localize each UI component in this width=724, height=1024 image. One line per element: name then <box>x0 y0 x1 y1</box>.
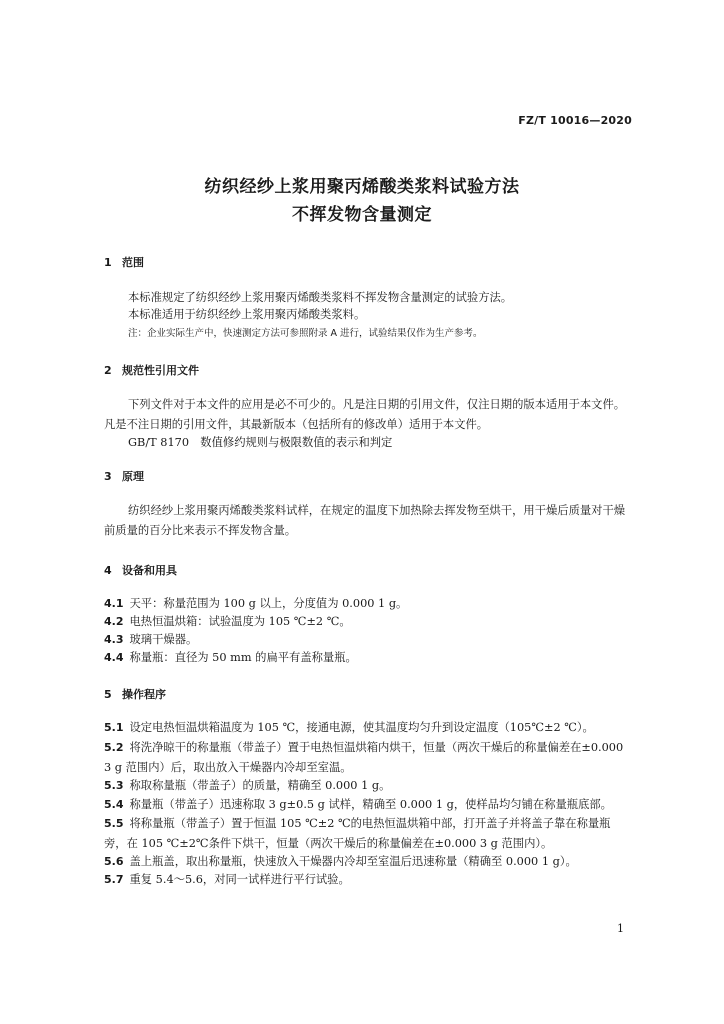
title-line-2: 不挥发物含量测定 <box>292 205 432 225</box>
clause-text: 称量瓶：直径为 50 mm 的扁平有盖称量瓶。 <box>129 651 357 664</box>
clause-number: 4.2 <box>104 615 124 628</box>
section-number: 2 <box>104 364 112 377</box>
procedure-step <box>104 718 630 738</box>
page-number: 1 <box>617 922 624 935</box>
clause-text: 称量瓶（带盖子）迅速称取 3 g±0.5 g 试样，精确至 0.000 1 g，使样品均匀铺在称量瓶底部。 <box>129 798 612 811</box>
clause-text: 称取称量瓶（带盖子）的质量，精确至 0.000 1 g。 <box>129 779 391 792</box>
clause-text: 天平：称量范围为 100 g 以上，分度值为 0.000 1 g。 <box>129 597 408 610</box>
equipment-item <box>104 612 630 632</box>
clause-number: 5.7 <box>104 873 124 886</box>
clause-number: 5.6 <box>104 855 124 868</box>
procedure-step <box>104 870 630 890</box>
equipment-item <box>104 594 630 614</box>
standard-number: FZ/T 10016—2020 <box>518 114 632 127</box>
procedure-step <box>104 814 630 854</box>
section-1-heading <box>104 254 144 270</box>
section-title: 范围 <box>122 256 144 269</box>
clause-text: 玻璃干燥器。 <box>129 633 198 646</box>
scope-paragraph-2: 本标准适用于纺织经纱上浆用聚丙烯酸类浆料。 <box>128 308 366 321</box>
scope-note: 注：企业实际生产中，快速测定方法可参照附录 A 进行，试验结果仅作为生产参考。 <box>128 328 483 339</box>
section-title: 设备和用具 <box>122 564 177 577</box>
section-title: 操作程序 <box>122 688 166 701</box>
section-title: 原理 <box>122 470 144 483</box>
clause-text: 盖上瓶盖，取出称量瓶，快速放入干燥器内冷却至室温后迅速称量（精确至 0.000 1 g）。 <box>129 855 577 868</box>
section-5-heading <box>104 686 166 702</box>
clause-text: 电热恒温烘箱：试验温度为 105 ℃±2 ℃。 <box>129 615 351 628</box>
section-3-heading <box>104 468 144 484</box>
title-line-1: 纺织经纱上浆用聚丙烯酸类浆料试验方法 <box>204 177 520 197</box>
procedure-step <box>104 738 630 778</box>
clause-number: 4.3 <box>104 633 124 646</box>
clause-text: 设定电热恒温烘箱温度为 105 ℃，接通电源，使其温度均匀升到设定温度（105℃±2 ℃）。 <box>129 721 594 734</box>
principle-paragraph: 纺织经纱上浆用聚丙烯酸类浆料试样，在规定的温度下加热除去挥发物至烘干，用干燥后质量对干燥前质量的百分比来表示不挥发物含量。 <box>104 504 626 537</box>
clause-number: 5.2 <box>104 741 124 754</box>
procedure-step <box>104 852 630 872</box>
clause-number: 5.3 <box>104 779 124 792</box>
section-number: 1 <box>104 256 112 269</box>
clause-text: 将称量瓶（带盖子）置于恒温 105 ℃±2 ℃的电热恒温烘箱中部，打开盖子并将盖子靠在称量瓶旁，在 105 ℃±2℃条件下烘干，恒量（两次干燥后的称量偏差在±0.000 3 g 范围内）。 <box>104 817 611 850</box>
section-number: 3 <box>104 470 112 483</box>
clause-number: 5.1 <box>104 721 124 734</box>
clause-number: 5.5 <box>104 817 124 830</box>
section-4-heading <box>104 562 177 578</box>
equipment-item <box>104 630 630 650</box>
clause-number: 4.4 <box>104 651 124 664</box>
clause-text: 将洗净晾干的称量瓶（带盖子）置于电热恒温烘箱内烘干，恒量（两次干燥后的称量偏差在±0.000 3 g 范围内）后，取出放入干燥器内冷却至室温。 <box>104 741 624 774</box>
section-number: 4 <box>104 564 112 577</box>
equipment-item <box>104 648 630 668</box>
section-title: 规范性引用文件 <box>122 364 199 377</box>
references-paragraph-2: GB/T 8170 数值修约规则与极限数值的表示和判定 <box>128 436 393 449</box>
section-2-heading <box>104 362 199 378</box>
clause-number: 4.1 <box>104 597 124 610</box>
scope-paragraph-1: 本标准规定了纺织经纱上浆用聚丙烯酸类浆料不挥发物含量测定的试验方法。 <box>128 291 513 304</box>
clause-text: 重复 5.4～5.6，对同一试样进行平行试验。 <box>129 873 350 886</box>
procedure-step <box>104 795 630 815</box>
procedure-step <box>104 776 630 796</box>
section-number: 5 <box>104 688 112 701</box>
references-paragraph-1: 下列文件对于本文件的应用是必不可少的。凡是注日期的引用文件，仅注日期的版本适用于本文件。凡是不注日期的引用文件，其最新版本（包括所有的修改单）适用于本文件。 <box>104 398 626 431</box>
clause-number: 5.4 <box>104 798 124 811</box>
